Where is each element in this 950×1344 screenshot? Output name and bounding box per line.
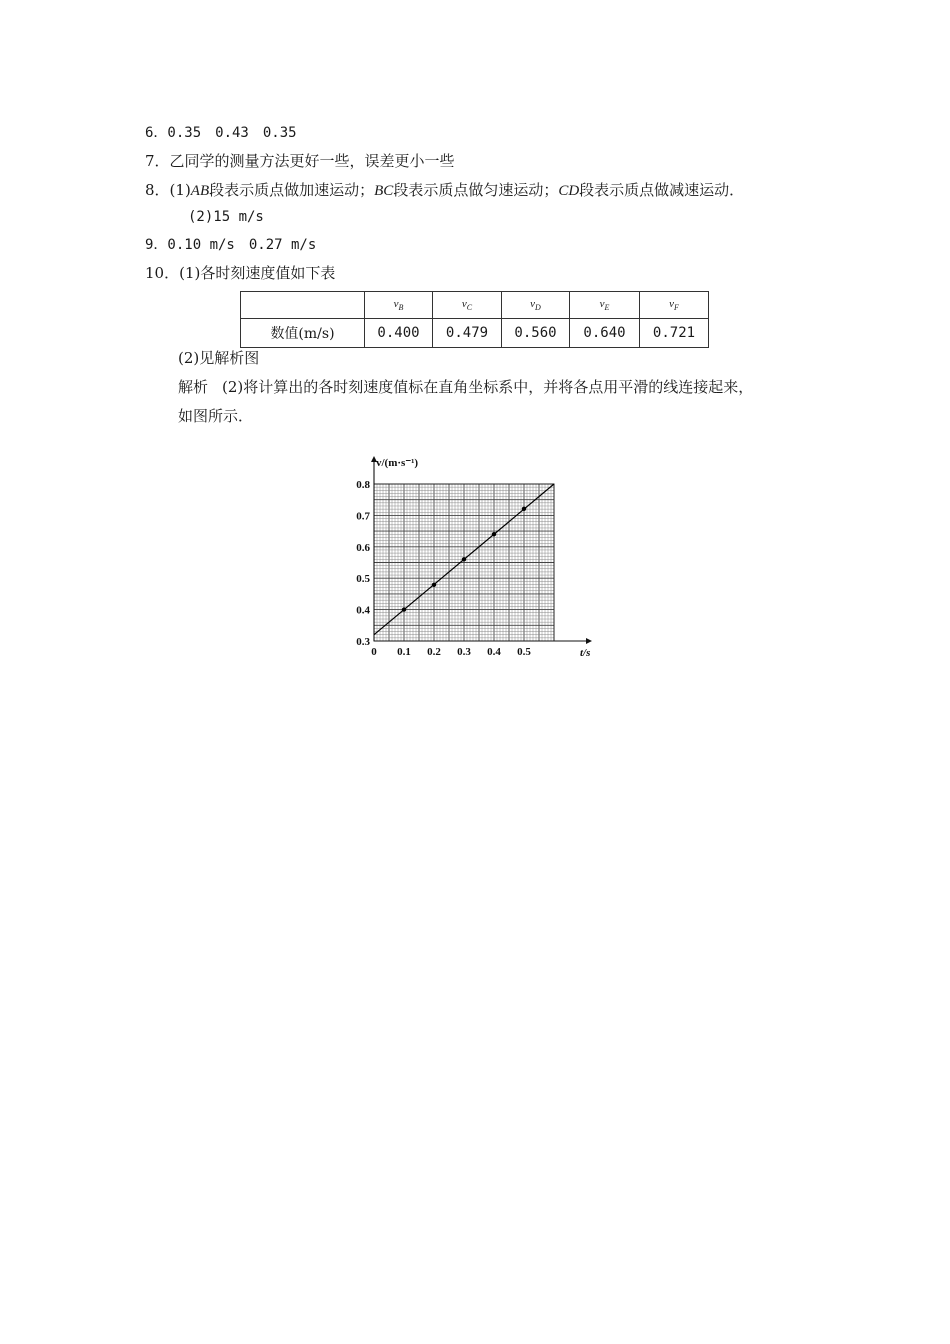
x-tick-label: 0.4 xyxy=(487,646,501,658)
answer-8-number: 8．(1) xyxy=(145,181,191,199)
segment-bc-text: 段表示质点做匀速运动； xyxy=(393,181,559,199)
table-header-vc: $v_C$ xyxy=(433,292,502,319)
analysis-paragraph-2: 如图所示． xyxy=(178,407,254,425)
velocity-table xyxy=(240,291,709,348)
segment-cd: CD xyxy=(558,183,580,199)
answer-6: 6．0.35 0.43 0.35 xyxy=(145,125,297,141)
y-tick-label: 0.5 xyxy=(356,573,370,586)
analysis-label: 解析 xyxy=(178,378,209,396)
x-axis-arrow xyxy=(586,638,592,644)
table-cell: 0.560 xyxy=(502,319,570,348)
segment-cd-text: 段表示质点做减速运动． xyxy=(579,181,745,199)
table-cell: 0.400 xyxy=(365,319,433,348)
x-tick-label: 0.3 xyxy=(457,646,471,658)
table-header-ve: $v_E$ xyxy=(570,292,640,319)
x-tick-label: 0.2 xyxy=(427,646,441,658)
segment-ab: AB xyxy=(190,183,210,199)
segment-ab-text: 段表示质点做加速运动； xyxy=(209,181,375,199)
table-header-vd: $v_D$ xyxy=(502,292,570,319)
table-row xyxy=(241,319,709,348)
data-point xyxy=(522,507,526,511)
answer-7: 7．乙同学的测量方法更好一些，误差更小一些 xyxy=(145,152,455,170)
answer-8-part-2: (2)15 m/s xyxy=(188,209,264,225)
answer-10-part-2: (2)见解析图 xyxy=(178,349,260,367)
answer-9: 9．0.10 m/s 0.27 m/s xyxy=(145,237,317,253)
table-corner-cell xyxy=(241,292,365,319)
table-cell: 0.721 xyxy=(640,319,709,348)
data-point xyxy=(462,557,466,561)
x-axis-label: t/s xyxy=(580,647,591,659)
analysis-paragraph-1 xyxy=(178,377,753,397)
data-point xyxy=(432,583,436,587)
y-tick-label: 0.4 xyxy=(356,604,370,617)
velocity-time-chart xyxy=(340,450,600,665)
x-tick-label: 0.1 xyxy=(397,646,411,658)
table-header-vb: $v_B$ xyxy=(365,292,433,319)
chart-grid xyxy=(374,484,554,641)
answer-10-part-1: 10．(1)各时刻速度值如下表 xyxy=(145,264,336,282)
table-header-vf: $v_F$ xyxy=(640,292,709,319)
data-point xyxy=(492,532,496,536)
y-tick-label: 0.7 xyxy=(356,510,370,523)
data-point xyxy=(402,607,406,611)
y-tick-label: 0.6 xyxy=(356,541,370,554)
answer-8-part-1 xyxy=(145,180,744,201)
table-cell: 0.479 xyxy=(433,319,502,348)
y-tick-label: 0.3 xyxy=(356,636,370,648)
segment-bc: BC xyxy=(374,183,394,199)
x-tick-label: 0 xyxy=(371,646,377,658)
x-tick-label: 0.5 xyxy=(517,646,531,658)
table-row-label: 数值(m/s) xyxy=(241,319,365,348)
y-axis-label: v/(m·s⁻¹) xyxy=(376,457,419,469)
y-tick-label: 0.8 xyxy=(356,479,370,491)
table-cell: 0.640 xyxy=(570,319,640,348)
table-header-row xyxy=(241,292,709,319)
analysis-text-1: (2)将计算出的各时刻速度值标在直角坐标系中，并将各点用平滑的线连接起来， xyxy=(222,378,754,396)
